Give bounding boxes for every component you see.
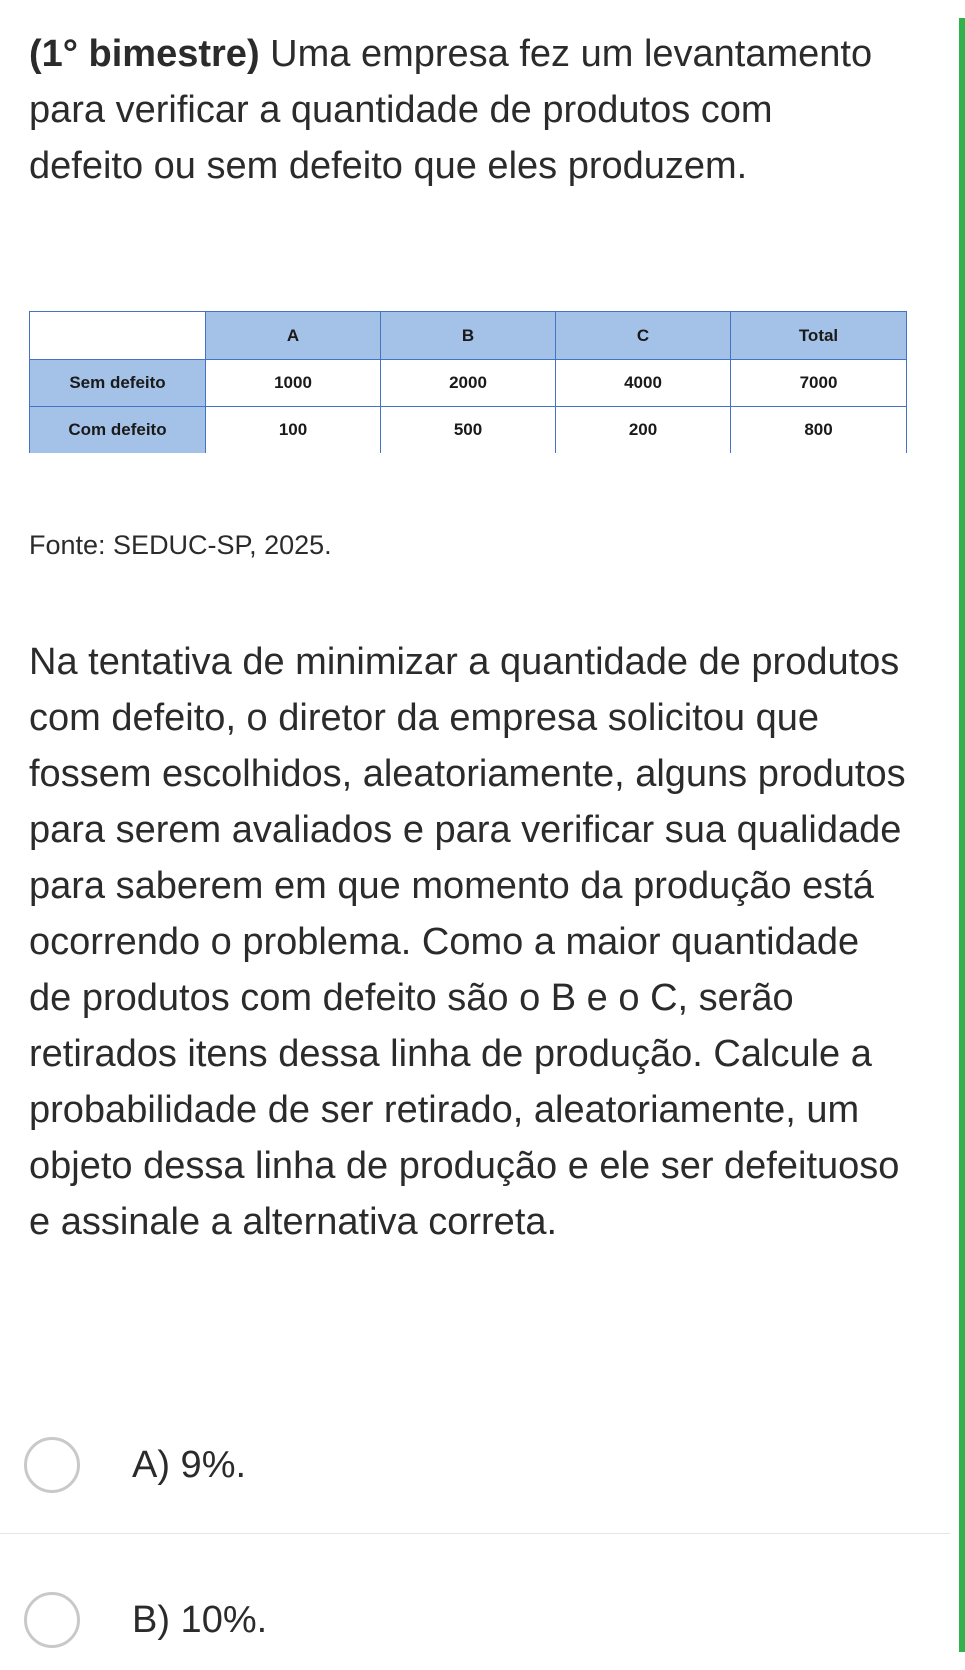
table-cell: 1000 [206, 360, 381, 407]
table-cell: 100 [206, 407, 381, 454]
question-instructions: Na tentativa de minimizar a quantidade de produtos com defeito, o diretor da empresa solicitou que fossem escolhidos, aleatoriamente, alguns produtos para serem avaliados e para verificar sua qualidade para saberem em que momento da produção está ocorrendo o problema. Como a maior quantidade de produtos com defeito são o B e o C, serão retirados itens dessa linha de produção. Calcule a probabilidade de ser retirado, aleatoriamente, um objeto dessa linha de produção e ele ser defeituoso e assinale a alternativa correta. [29, 641, 906, 1243]
option-a-label: A) 9%. [132, 1443, 247, 1486]
table-cell: 800 [731, 407, 907, 454]
table-cell: 500 [381, 407, 556, 454]
table-row [30, 407, 907, 454]
question-prefix: (1° bimestre) [29, 33, 260, 75]
option-b-label: B) 10%. [132, 1598, 268, 1641]
table-row [30, 360, 907, 407]
option-a[interactable] [0, 1415, 950, 1515]
table-header-b: B [381, 312, 556, 360]
question-body: Uma empresa fez um levantamento para verificar a quantidade de produtos com defeito ou sem defeito que eles produzem. [29, 33, 873, 187]
row-label: Com defeito [30, 407, 206, 454]
table-header-total: Total [731, 312, 907, 360]
radio-button-a[interactable] [24, 1437, 80, 1493]
option-divider [0, 1533, 950, 1534]
table-cell: 2000 [381, 360, 556, 407]
table-header-empty [30, 312, 206, 360]
table-cell: 7000 [731, 360, 907, 407]
row-label: Sem defeito [30, 360, 206, 407]
question-text [29, 26, 889, 194]
table-header-c: C [556, 312, 731, 360]
table-cell: 4000 [556, 360, 731, 407]
table-header-row [30, 312, 907, 360]
radio-button-b[interactable] [24, 1592, 80, 1648]
table-cell: 200 [556, 407, 731, 454]
source-citation: Fonte: SEDUC-SP, 2025. [29, 530, 332, 560]
table-header-a: A [206, 312, 381, 360]
accent-bar [959, 18, 965, 1652]
data-table [29, 311, 907, 453]
option-b[interactable] [0, 1570, 950, 1670]
